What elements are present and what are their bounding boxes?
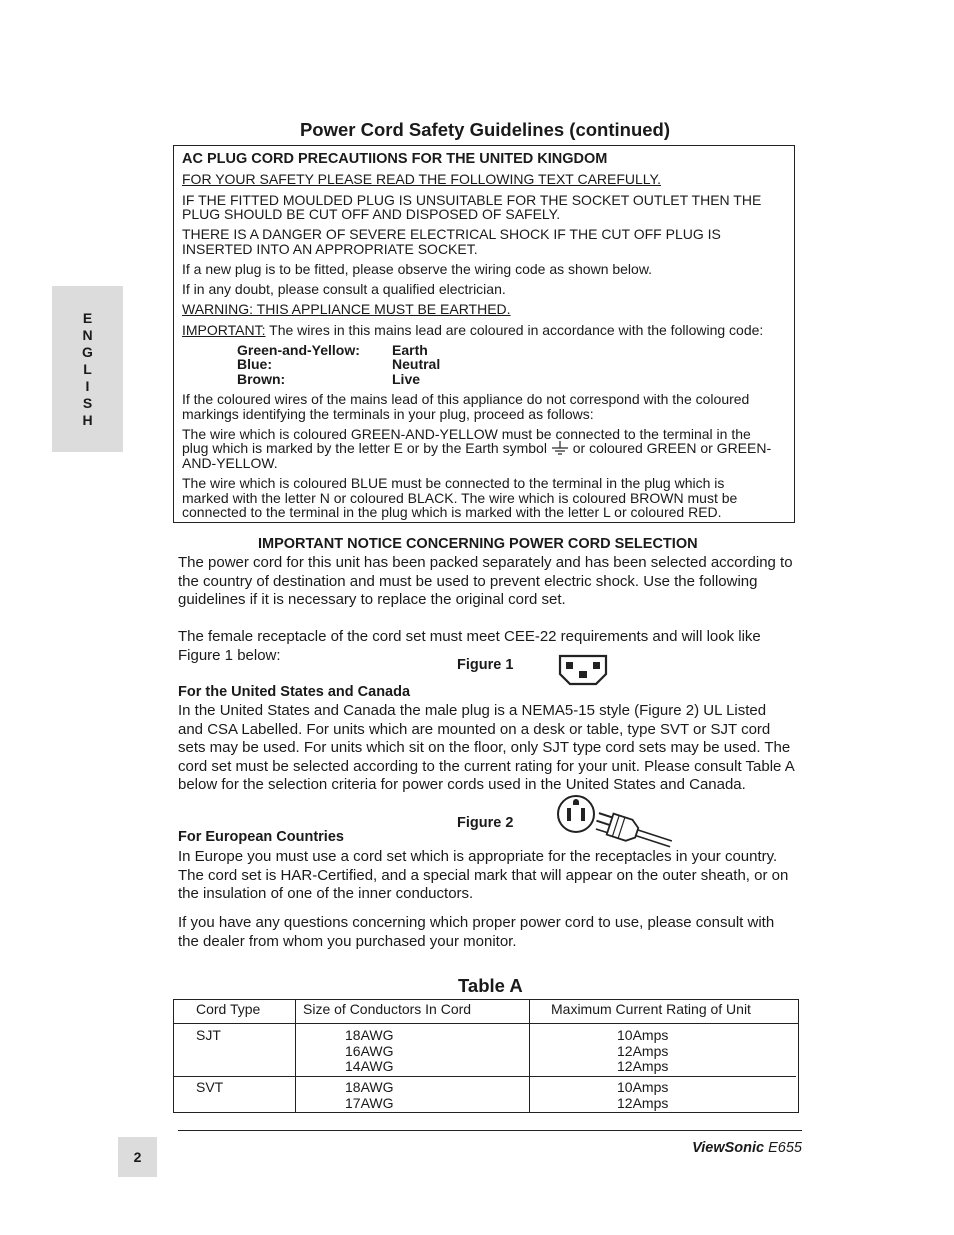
green-yellow-line-1: The wire which is coloured GREEN-AND-YELLOW must be connected to the terminal in the xyxy=(182,426,751,442)
cord-type-cell: SVT xyxy=(196,1079,224,1095)
page-number: 2 xyxy=(118,1137,157,1177)
page-title: Power Cord Safety Guidelines (continued) xyxy=(299,119,671,140)
text-line: below for the selection criteria for power cords used in the United States and Canada. xyxy=(178,776,746,793)
safety-note: FOR YOUR SAFETY PLEASE READ THE FOLLOWING TEXT CAREFULLY. xyxy=(182,171,661,187)
language-tab xyxy=(52,286,123,452)
green-yellow-line-2 xyxy=(182,441,771,456)
lang-letter: H xyxy=(82,411,93,428)
europe-paragraph xyxy=(178,848,808,904)
earth-symbol-icon xyxy=(551,441,569,455)
text-line: Figure 1 below: xyxy=(178,646,281,664)
lang-letter: G xyxy=(82,343,93,360)
text-line: The female receptacle of the cord set must meet CEE-22 requirements and will look like xyxy=(178,628,761,645)
notice-heading: IMPORTANT NOTICE CONCERNING POWER CORD SELECTION xyxy=(258,536,698,552)
blue-line-1: The wire which is coloured BLUE must be connected to the terminal in the plug which is xyxy=(182,475,725,491)
important-text: The wires in this mains lead are coloured in accordance with the following code: xyxy=(265,322,764,338)
text-line: If you have any questions concerning which proper power cord to use, please consult with xyxy=(178,914,775,931)
text-line: In the United States and Canada the male plug is a NEMA5-15 style (Figure 2) UL Listed xyxy=(178,702,767,719)
table-header: Cord Type xyxy=(196,1001,261,1017)
text-line: the country of destination and must be used to prevent electric shock. Use the following xyxy=(178,572,758,590)
footer-rule xyxy=(178,1130,802,1131)
text-line: sets may be used. For units which sit on the floor, only SJT type cord sets may be used. The xyxy=(178,739,791,756)
europe-heading: For European Countries xyxy=(178,829,344,845)
brand-name: ViewSonic xyxy=(692,1140,765,1156)
cee22-receptacle-icon xyxy=(558,654,608,686)
danger-line-1: THERE IS A DANGER OF SEVERE ELECTRICAL SHOCK IF THE CUT OFF PLUG IS xyxy=(182,226,721,242)
lang-letter: I xyxy=(85,377,90,394)
wire-color: Brown: xyxy=(237,371,286,387)
us-canada-paragraph xyxy=(178,702,808,795)
wire-color: Blue: xyxy=(237,356,272,372)
doubt-note: If in any doubt, please consult a qualified electrician. xyxy=(182,281,506,297)
text-line: The power cord for this unit has been packed separately and has been selected according to xyxy=(178,554,793,571)
wire-color: Green-and-Yellow: xyxy=(237,342,360,358)
model-name: E655 xyxy=(764,1140,802,1156)
lang-letter: L xyxy=(83,360,92,377)
text-line: In Europe you must use a cord set which is appropriate for the receptacles in your country. xyxy=(178,848,778,865)
figure-2-label: Figure 2 xyxy=(457,815,514,831)
wire-meaning: Neutral xyxy=(392,356,441,372)
notice-paragraph-1 xyxy=(178,554,808,610)
gy-text-a: plug which is marked by the letter E or by the Earth symbol xyxy=(182,440,547,456)
unsuitable-line-1: IF THE FITTED MOULDED PLUG IS UNSUITABLE FOR THE SOCKET OUTLET THEN THE xyxy=(182,192,762,208)
mismatch-line-1: If the coloured wires of the mains lead of this appliance do not correspond with the coloured xyxy=(182,391,750,407)
lang-letter: E xyxy=(82,309,93,326)
wire-meaning: Live xyxy=(392,371,421,387)
cord-table xyxy=(173,999,799,1113)
important-note xyxy=(182,323,763,338)
table-a-title: Table A xyxy=(458,975,523,996)
table-header: Maximum Current Rating of Unit xyxy=(551,1001,751,1017)
blue-line-3: connected to the terminal in the plug which is marked with the letter L or coloured RED. xyxy=(182,504,722,520)
green-yellow-line-3: AND-YELLOW. xyxy=(182,455,278,471)
text-line: guidelines if it is necessary to replace the original cord set. xyxy=(178,591,566,608)
conductor-size-cell: 18AWG 17AWG xyxy=(345,1079,394,1111)
table-header: Size of Conductors In Cord xyxy=(303,1001,472,1017)
questions-paragraph xyxy=(178,914,808,951)
danger-line-2: INSERTED INTO AN APPROPRIATE SOCKET. xyxy=(182,241,478,257)
new-plug-note: If a new plug is to be fitted, please observe the wiring code as shown below. xyxy=(182,261,653,277)
conductor-size-cell: 18AWG 16AWG 14AWG xyxy=(345,1027,394,1074)
nema-plug-icon xyxy=(555,794,675,848)
text-line: The cord set is HAR-Certified, and a special mark that will appear on the outer sheath, or on xyxy=(178,866,789,884)
gy-text-b: or coloured GREEN or GREEN- xyxy=(568,440,772,456)
unsuitable-line-2: PLUG SHOULD BE CUT OFF AND DISPOSED OF SAFELY. xyxy=(182,206,561,222)
lang-letter: N xyxy=(82,326,93,343)
text-line: the insulation of one of the inner conductors. xyxy=(178,885,474,902)
text-line: cord set must be selected according to the current rating for your unit. Please consult Table A xyxy=(178,757,795,775)
figure-1-label: Figure 1 xyxy=(457,657,514,673)
lang-letter: S xyxy=(82,394,93,411)
rating-cell: 10Amps 12Amps 12Amps xyxy=(617,1027,669,1074)
important-label: IMPORTANT: xyxy=(182,322,266,338)
uk-precautions-box xyxy=(173,145,795,523)
text-line: and CSA Labelled. For units which are mounted on a desk or table, type SVT or SJT cord xyxy=(178,720,771,738)
rating-cell: 10Amps 12Amps xyxy=(617,1079,669,1111)
blue-line-2: marked with the letter N or coloured BLACK. The wire which is coloured BROWN must be xyxy=(182,490,738,506)
text-line: the dealer from whom you purchased your monitor. xyxy=(178,932,517,950)
mismatch-line-2: markings identifying the terminals in your plug, proceed as follows: xyxy=(182,406,594,422)
uk-heading: AC PLUG CORD PRECAUTIIONS FOR THE UNITED KINGDOM xyxy=(182,151,608,167)
cord-type-cell: SJT xyxy=(196,1027,221,1043)
us-canada-heading: For the United States and Canada xyxy=(178,684,411,700)
wire-meaning: Earth xyxy=(392,342,428,358)
footer-brand xyxy=(600,1140,802,1156)
warning-note: WARNING: THIS APPLIANCE MUST BE EARTHED. xyxy=(182,301,511,317)
